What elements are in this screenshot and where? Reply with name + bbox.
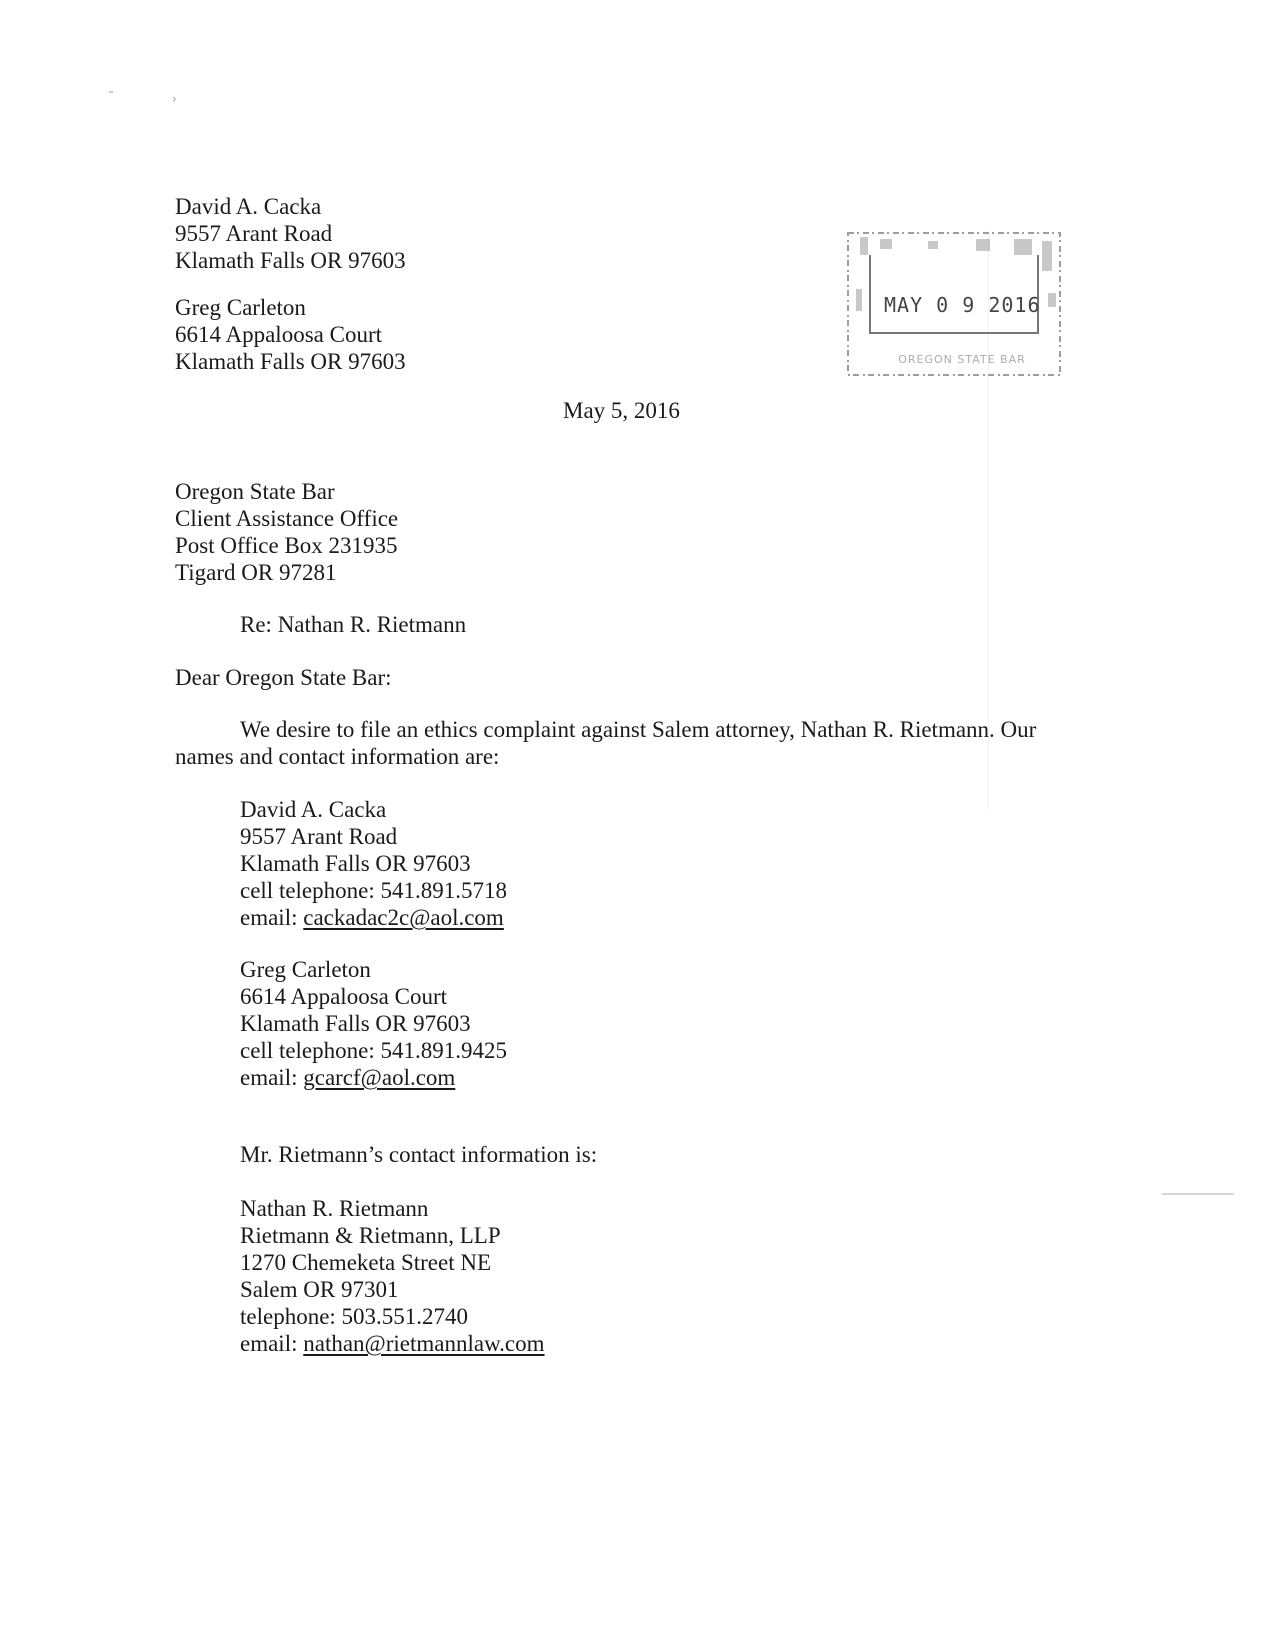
email-label: email: <box>240 1065 304 1090</box>
scan-edge-mark <box>1162 1193 1234 1195</box>
contact-name: David A. Cacka <box>240 797 387 822</box>
sender-city: Klamath Falls OR 97603 <box>175 248 406 273</box>
contact-email-line <box>240 904 507 931</box>
contact-name: Greg Carleton <box>240 957 371 982</box>
received-stamp <box>844 229 1068 383</box>
respondent-city: Salem OR 97301 <box>240 1277 399 1302</box>
intro-line: names and contact information are: <box>175 744 500 769</box>
contact-phone-line <box>240 1037 507 1064</box>
sender-name: Greg Carleton <box>175 295 306 320</box>
stamp-org: OREGON STATE BAR <box>898 353 1026 366</box>
contact-email-link[interactable]: cackadac2c@aol.com <box>303 905 504 930</box>
contact-email-link[interactable]: gcarcf@aol.com <box>303 1065 456 1090</box>
respondent-block <box>240 1195 545 1357</box>
phone-label: cell telephone: <box>240 878 381 903</box>
phone-label: cell telephone: <box>240 1038 381 1063</box>
recipient-dept: Client Assistance Office <box>175 506 399 531</box>
sender-name: David A. Cacka <box>175 194 322 219</box>
recipient-org: Oregon State Bar <box>175 479 335 504</box>
recipient-city: Tigard OR 97281 <box>175 560 337 585</box>
respondent-street: 1270 Chemeketa Street NE <box>240 1250 492 1275</box>
contact-block-1 <box>240 796 507 931</box>
sender-address-2 <box>175 294 406 375</box>
contact-block-2 <box>240 956 507 1091</box>
respondent-phone: 503.551.2740 <box>341 1304 469 1329</box>
phone-label: telephone: <box>240 1304 342 1329</box>
intro-line: We desire to file an ethics complaint against Salem attorney, Nathan R. Rietmann. Our <box>240 717 1037 742</box>
contact-street: 6614 Appaloosa Court <box>240 984 447 1009</box>
contact-street: 9557 Arant Road <box>240 824 398 849</box>
contact-city: Klamath Falls OR 97603 <box>240 851 471 876</box>
contact-city: Klamath Falls OR 97603 <box>240 1011 471 1036</box>
contact-email-line <box>240 1064 507 1091</box>
intro-paragraph <box>175 716 1036 770</box>
respondent-email-link[interactable]: nathan@rietmannlaw.com <box>303 1331 545 1356</box>
recipient-address <box>175 478 398 586</box>
respondent-intro: Mr. Rietmann’s contact information is: <box>240 1142 598 1167</box>
contact-phone-line <box>240 877 507 904</box>
stamp-date: MAY 0 9 2016 <box>884 293 1041 317</box>
sender-address-1 <box>175 193 406 274</box>
email-label: email: <box>240 1331 304 1356</box>
contact-phone: 541.891.5718 <box>380 878 507 903</box>
scan-speck-icon: › <box>172 92 177 106</box>
contact-phone: 541.891.9425 <box>380 1038 507 1063</box>
email-label: email: <box>240 905 304 930</box>
re-line: Re: Nathan R. Rietmann <box>240 612 467 637</box>
respondent-email-line <box>240 1330 545 1357</box>
respondent-phone-line <box>240 1303 545 1330</box>
sender-street: 9557 Arant Road <box>175 221 333 246</box>
letter-date: May 5, 2016 <box>563 398 680 423</box>
recipient-po-box: Post Office Box 231935 <box>175 533 398 558</box>
sender-city: Klamath Falls OR 97603 <box>175 349 406 374</box>
respondent-firm: Rietmann & Rietmann, LLP <box>240 1223 501 1248</box>
respondent-name: Nathan R. Rietmann <box>240 1196 429 1221</box>
sender-street: 6614 Appaloosa Court <box>175 322 382 347</box>
scan-speck-icon: ˜ <box>108 90 114 104</box>
salutation: Dear Oregon State Bar: <box>175 665 392 690</box>
